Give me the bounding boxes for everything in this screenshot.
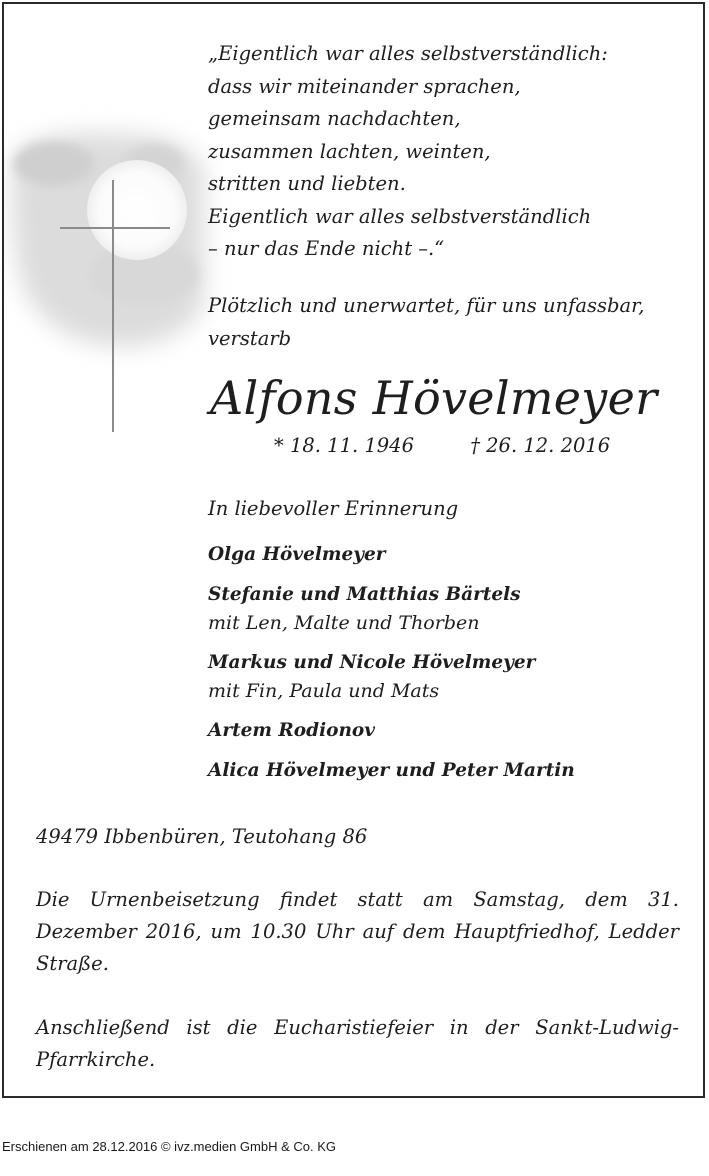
- poem-line: stritten und liebten.: [208, 172, 406, 195]
- poem-line: „Eigentlich war alles selbstverständlich:: [208, 42, 608, 65]
- life-dates: [274, 432, 610, 460]
- mourner-children: mit Fin, Paula und Mats: [208, 680, 440, 702]
- poem-line: dass wir miteinander sprachen,: [208, 74, 521, 98]
- poem-line: zusammen lachten, weinten,: [208, 139, 491, 163]
- death-announcement-intro: [208, 290, 644, 355]
- mourner-name: Alica Hövelmeyer und Peter Martin: [208, 760, 575, 781]
- mourner-name: Olga Hövelmeyer: [208, 544, 386, 565]
- mourners-list: [208, 542, 575, 784]
- intro-line: Plötzlich und unerwartet, für uns unfassbar,: [208, 294, 645, 317]
- publication-footer: Erschienen am 28.12.2016 © ivz.medien GmbH & Co. KG: [2, 1139, 337, 1154]
- death-date: † 26. 12. 2016: [470, 434, 611, 457]
- birth-date: * 18. 11. 1946: [274, 434, 414, 457]
- eucharist-info: Anschließend ist die Eucharistiefeier in der Sankt-Ludwig-Pfarrkirche.: [36, 1016, 679, 1071]
- intro-line: verstarb: [208, 326, 292, 350]
- obituary-notice: [2, 2, 705, 1098]
- mourner-name: Artem Rodionov: [208, 720, 375, 741]
- poem-line: Eigentlich war alles selbstverständlich: [208, 204, 592, 228]
- poem-quote: [208, 38, 608, 266]
- funeral-info: Die Urnenbeisetzung findet statt am Samstag, dem 31. Dezember 2016, um 10.30 Uhr auf dem Hauptfriedhof, Ledder Straße.: [36, 888, 679, 975]
- mourner-name: Stefanie und Matthias Bärtels: [208, 584, 521, 605]
- poem-line: gemeinsam nachdachten,: [208, 107, 461, 130]
- remembrance-line: In liebevoller Erinnerung: [208, 497, 459, 520]
- mourner-children: mit Len, Malte und Thorben: [208, 612, 480, 634]
- deceased-name: Alfons Hövelmeyer: [210, 371, 658, 425]
- poem-line: – nur das Ende nicht –.“: [208, 237, 445, 260]
- family-address: 49479 Ibbenbüren, Teutohang 86: [36, 825, 368, 848]
- mourner-name: Markus und Nicole Hövelmeyer: [208, 652, 536, 673]
